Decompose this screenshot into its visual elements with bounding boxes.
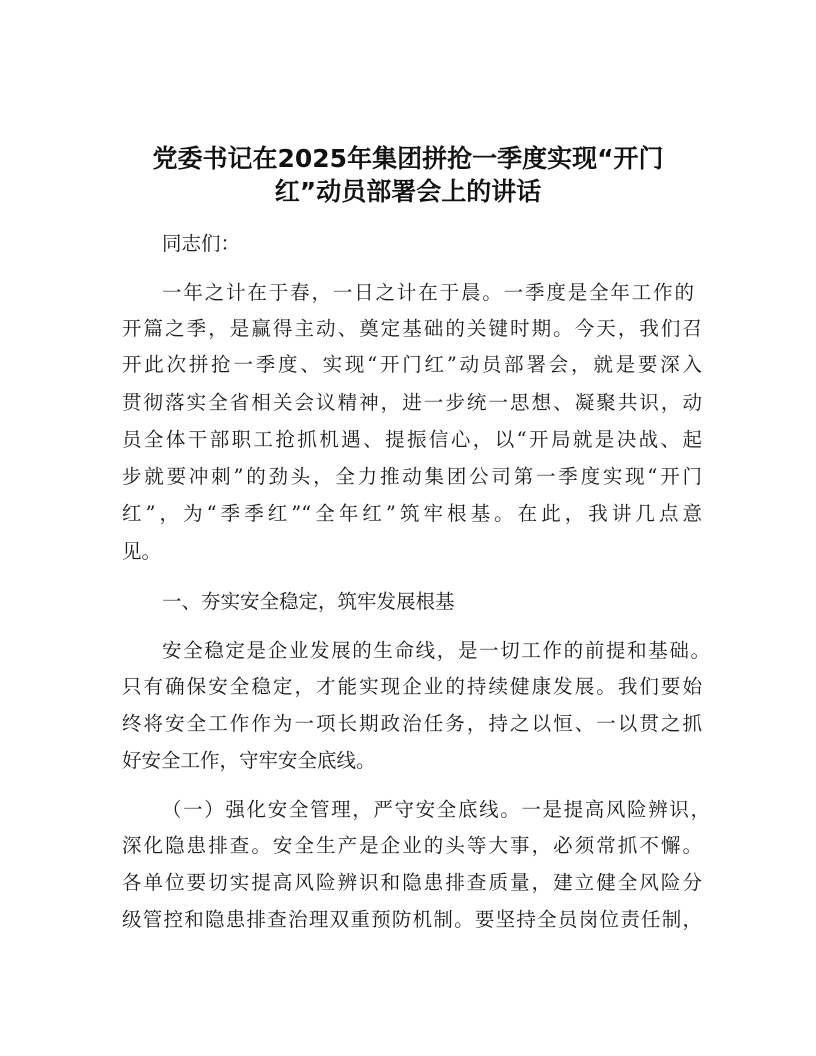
paragraph-1-line-1: 一年之计在于春，一日之计在于晨。一季度是全年工作的 (162, 281, 694, 304)
paragraph-1-line-4: 贯彻落实全省相关会议精神，进一步统一思想、凝聚共识，动 (122, 391, 702, 414)
salutation: 同志们： (162, 232, 241, 255)
section-heading-1: 一、夯实安全稳定，筑牢发展根基 (162, 590, 455, 613)
paragraph-1-line-7: 红”，为“季季红”“全年红”筑牢根基。在此，我讲几点意 (122, 502, 702, 525)
paragraph-3-line-4: 级管控和隐患排查治理双重预防机制。要坚持全员岗位责任制， (122, 908, 702, 931)
paragraph-3-line-1: （一）强化安全管理，严守安全底线。一是提高风险辨识， (162, 798, 710, 821)
document-title-line-1: 党委书记在2025年集团拼抢一季度实现“开门 (152, 144, 664, 173)
paragraph-1-line-3: 开此次拼抢一季度、实现“开门红”动员部署会，就是要深入 (122, 353, 702, 376)
paragraph-3-line-2: 深化隐患排查。安全生产是企业的头等大事，必须常抓不懈。 (122, 834, 702, 857)
paragraph-1-line-8: 见。 (122, 540, 162, 563)
paragraph-1-line-5: 员全体干部职工抢抓机遇、提振信心，以“开局就是决战、起 (122, 428, 702, 451)
paragraph-2-line-2: 只有确保安全稳定，才能实现企业的持续健康发展。我们要始 (122, 675, 702, 698)
paragraph-2-line-1: 安全稳定是企业发展的生命线，是一切工作的前提和基础。 (162, 639, 710, 662)
paragraph-3-line-3: 各单位要切实提高风险辨识和隐患排查质量，建立健全风险分 (122, 871, 702, 894)
document-title-line-2: 红”动员部署会上的讲话 (274, 177, 542, 206)
paragraph-2-line-3: 终将安全工作作为一项长期政治任务，持之以恒、一以贯之抓 (122, 712, 702, 735)
paragraph-1-line-2: 开篇之季，是赢得主动、奠定基础的关键时期。今天，我们召 (122, 317, 702, 340)
paragraph-1-line-6: 步就要冲刺”的劲头，全力推动集团公司第一季度实现“开门 (122, 465, 702, 488)
paragraph-2-line-4: 好安全工作，守牢安全底线。 (122, 749, 376, 772)
